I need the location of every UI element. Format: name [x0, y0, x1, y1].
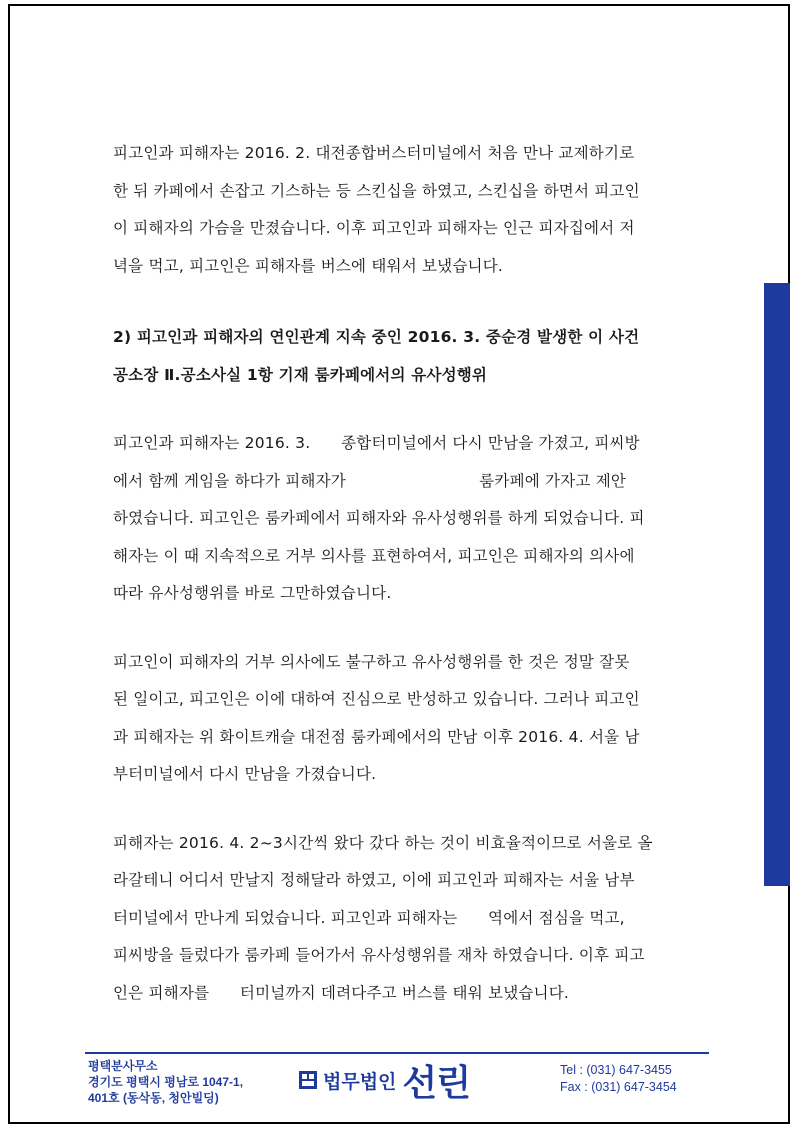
text-line: 과 피해자는 위 화이트캐슬 대전점 룸카페에서의 만남 이후 2016. 4. 서울 남: [113, 727, 640, 746]
text-line: 터미널에서 만나게 되었습니다. 피고인과 피해자는 역에서 점심을 먹고,: [113, 908, 625, 927]
address-line-2: 401호 (동삭동, 청안빌딩): [88, 1091, 219, 1105]
firm-branding: [298, 1058, 470, 1102]
text-line: 피고인과 피해자는 2016. 3. 종합터미널에서 다시 만남을 가졌고, 피씨방: [113, 434, 640, 452]
text-line: 하였습니다. 피고인은 룸카페에서 피해자와 유사성행위를 하게 되었습니다. 피: [113, 509, 645, 527]
text-line: 된 일이고, 피고인은 이에 대하여 진심으로 반성하고 있습니다. 그러나 피고인: [113, 690, 640, 708]
address-line-1: 경기도 평택시 평남로 1047-1,: [88, 1075, 244, 1089]
text-line: 인은 피해자를 터미널까지 데려다주고 버스를 태워 보냈습니다.: [113, 983, 570, 1002]
side-accent-bar: [764, 283, 790, 886]
text-line: 라갈테니 어디서 만날지 정해달라 하였고, 이에 피고인과 피해자는 서울 남부: [113, 871, 635, 889]
heading-line: 2) 피고인과 피해자의 연인관계 지속 중인 2016. 3. 중순경 발생한 이 사건: [113, 328, 640, 346]
telephone-number: Tel : (031) 647-3455: [560, 1063, 672, 1077]
text-line: 피해자는 2016. 4. 2~3시간씩 왔다 갔다 하는 것이 비효율적이므로 서울로 올: [113, 833, 653, 852]
text-line: 에서 함께 게임을 하다가 피해자가 룸카페에 가자고 제안: [113, 471, 627, 490]
section-heading: [113, 319, 691, 394]
law-firm-logo-icon: [298, 1069, 318, 1091]
text-line: 이 피해자의 가슴을 만졌습니다. 이후 피고인과 피해자는 인근 피자집에서 저: [113, 219, 635, 237]
office-name: 평택분사무소: [88, 1059, 158, 1073]
text-line: 녁을 먹고, 피고인은 피해자를 버스에 태워서 보냈습니다.: [113, 256, 503, 275]
text-line: 부터미널에서 다시 만남을 가졌습니다.: [113, 765, 377, 783]
text-line: 피씨방을 들렀다가 룸카페 들어가서 유사성행위를 재차 하였습니다. 이후 피고: [113, 946, 645, 964]
text-line: 피고인과 피해자는 2016. 2. 대전종합버스터미널에서 처음 만나 교제하기로: [113, 144, 635, 162]
footer-address-block: [88, 1058, 288, 1106]
text-line: 해자는 이 때 지속적으로 거부 의사를 표현하여서, 피고인은 피해자의 의사에: [113, 546, 635, 565]
paragraph-2: [113, 425, 691, 613]
footer-contact-block: [560, 1062, 710, 1096]
footer-divider: [85, 1052, 709, 1054]
heading-line: 공소장 Ⅱ.공소사실 1항 기재 룸카페에서의 유사성행위: [113, 365, 488, 384]
text-line: 한 뒤 카페에서 손잡고 기스하는 등 스킨십을 하였고, 스킨십을 하면서 피고인: [113, 181, 640, 200]
text-line: 따라 유사성행위를 바로 그만하였습니다.: [113, 584, 392, 602]
fax-number: Fax : (031) 647-3454: [560, 1080, 677, 1094]
document-body: [113, 135, 691, 1012]
text-line: 피고인이 피해자의 거부 의사에도 불구하고 유사성행위를 한 것은 정말 잘못: [113, 652, 630, 671]
firm-prefix: 법무법인: [323, 1071, 397, 1093]
paragraph-4: [113, 825, 691, 1013]
paragraph-3: [113, 644, 691, 794]
paragraph-1: [113, 135, 691, 285]
firm-name: 선린: [402, 1061, 470, 1103]
